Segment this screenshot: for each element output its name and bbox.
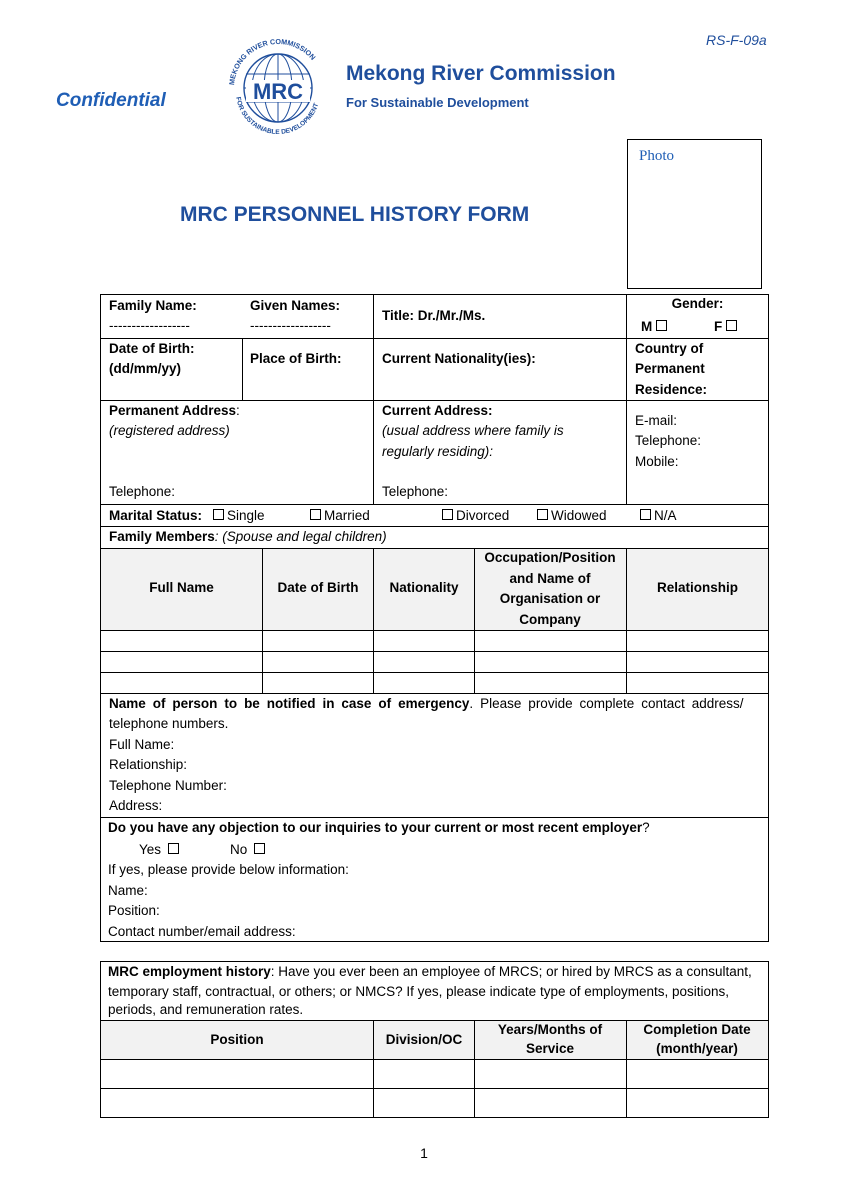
dob-format: (dd/mm/yy) [109,361,182,376]
title-label: Title: Dr./Mr./Ms. [382,308,486,323]
org-name: Mekong River Commission [346,62,616,85]
marital-divorced-label: Divorced [456,508,510,523]
employment-row-1[interactable] [101,1060,768,1088]
gender-f-checkbox[interactable] [726,320,737,331]
employment-col-division: Division/OC [385,1032,463,1047]
gender-f-label: F [714,319,723,334]
curr-address-label: Current Address: [382,403,493,418]
family-row-2[interactable] [101,652,768,672]
objection-yes-label: Yes [139,842,162,857]
curr-address-note-2: regularly residing): [382,444,494,459]
dob-label: Date of Birth: [109,341,195,356]
svg-text:FOR SUSTAINABLE DEVELOPMENT: FOR SUSTAINABLE DEVELOPMENT [234,96,321,137]
marital-single-checkbox[interactable] [213,509,224,520]
country-residence-label-3: Residence: [635,382,708,397]
country-residence-label-2: Permanent [635,361,705,376]
employment-row-2[interactable] [101,1089,768,1117]
perm-address-label [109,401,240,422]
objection-no-checkbox[interactable] [254,843,265,854]
objection-question [108,818,650,839]
emergency-lead [109,694,744,715]
marital-divorced-checkbox[interactable] [442,509,453,520]
form-code: RS-F-09a [706,32,767,48]
marital-married-option[interactable] [306,506,370,527]
employment-col-position: Position [210,1032,264,1047]
employment-history-line3: periods, and remuneration rates. [108,1002,304,1017]
employment-history-line1 [108,962,752,983]
gender-m-label: M [641,319,653,334]
perm-address-colon: : [236,403,240,418]
marital-married-checkbox[interactable] [310,509,321,520]
org-tagline: For Sustainable Development [346,95,529,110]
family-row-1[interactable] [101,631,768,651]
logo-text: MRC [252,79,304,104]
place-of-birth-label: Place of Birth: [250,351,342,366]
employment-col-service: Years/Months of Service [497,1022,603,1056]
photo-box[interactable] [627,139,762,289]
family-members-label [109,527,387,548]
employment-history-label: MRC employment history [108,964,271,979]
curr-address-note-1: (usual address where family is [382,423,564,438]
family-row-3[interactable] [101,673,768,693]
objection-yes-checkbox[interactable] [168,843,179,854]
emergency-relationship-label: Relationship: [109,757,188,772]
objection-name-label: Name: [108,883,148,898]
objection-question-text: Do you have any objection to our inquiries to your current or most recent employer [108,820,643,835]
marital-widowed-checkbox[interactable] [537,509,548,520]
emergency-address-label: Address: [109,798,163,813]
family-col-dob: Date of Birth [277,580,359,595]
nationality-label: Current Nationality(ies): [382,351,536,366]
objection-contact-label: Contact number/email address: [108,924,296,939]
family-col-nationality: Nationality [389,580,459,595]
photo-label: Photo [639,148,675,164]
employment-col-completion: Completion Date (month/year) [643,1022,751,1056]
telephone-label: Telephone: [635,433,702,448]
curr-telephone-label: Telephone: [382,484,449,499]
perm-telephone-label: Telephone: [109,484,176,499]
objection-question-mark: ? [642,820,650,835]
given-names-field[interactable]: ------------------ [250,318,331,333]
page-number: 1 [420,1145,428,1161]
mrc-logo-icon [222,36,334,140]
objection-yes-option[interactable] [139,840,182,861]
form-title: MRC PERSONNEL HISTORY FORM [180,203,530,226]
perm-address-title: Permanent Address [109,403,237,418]
family-members-title: Family Members [109,529,215,544]
emergency-lead-bold: Name of person to be notified in case of emergency [109,696,470,711]
mobile-label: Mobile: [635,454,679,469]
family-members-note: : (Spouse and legal children) [214,529,387,544]
family-col-relationship: Relationship [656,580,738,595]
confidential-label: Confidential [56,90,166,111]
family-name-field[interactable]: ------------------ [109,318,190,333]
marital-na-checkbox[interactable] [640,509,651,520]
emergency-telephone-label: Telephone Number: [109,778,227,793]
emergency-full-name-label: Full Name: [109,737,175,752]
gender-label: Gender: [671,296,724,311]
family-col-occupation: Occupation/Position and Name of Organisation or Company [484,550,616,627]
objection-position-label: Position: [108,903,160,918]
marital-na-option[interactable] [636,506,677,527]
employment-history-line1-rest: : Have you ever been an employee of MRCS; or hired by MRCS as a consultant, [270,964,752,979]
family-col-full-name: Full Name [149,580,214,595]
employment-history-line2: temporary staff, contractual, or others; or NMCS? If yes, please indicate type of employments, positions, [108,984,730,999]
marital-status-label: Marital Status: [109,508,203,523]
marital-divorced-option[interactable] [438,506,509,527]
objection-no-label: No [230,842,248,857]
marital-single-label: Single [227,508,265,523]
marital-na-label: N/A [654,508,677,523]
email-label: E-mail: [635,413,678,428]
marital-widowed-label: Widowed [551,508,607,523]
marital-widowed-option[interactable] [533,506,607,527]
marital-single-option[interactable] [209,506,265,527]
family-name-label: Family Name: [109,298,197,313]
marital-married-label: Married [324,508,370,523]
objection-if-yes: If yes, please provide below information: [108,862,349,877]
gender-m-checkbox[interactable] [656,320,667,331]
emergency-lead-rest: . Please provide complete contact address/ [469,696,744,711]
emergency-lead-line2: telephone numbers. [109,716,229,731]
objection-no-option[interactable] [230,840,268,861]
given-names-label: Given Names: [250,298,341,313]
svg-text:MEKONG RIVER COMMISSION: MEKONG RIVER COMMISSION [227,36,318,86]
country-residence-label-1: Country of [635,341,704,356]
perm-address-note: (registered address) [109,423,230,438]
gender-f-option[interactable] [714,317,740,338]
gender-m-option[interactable] [641,317,670,338]
